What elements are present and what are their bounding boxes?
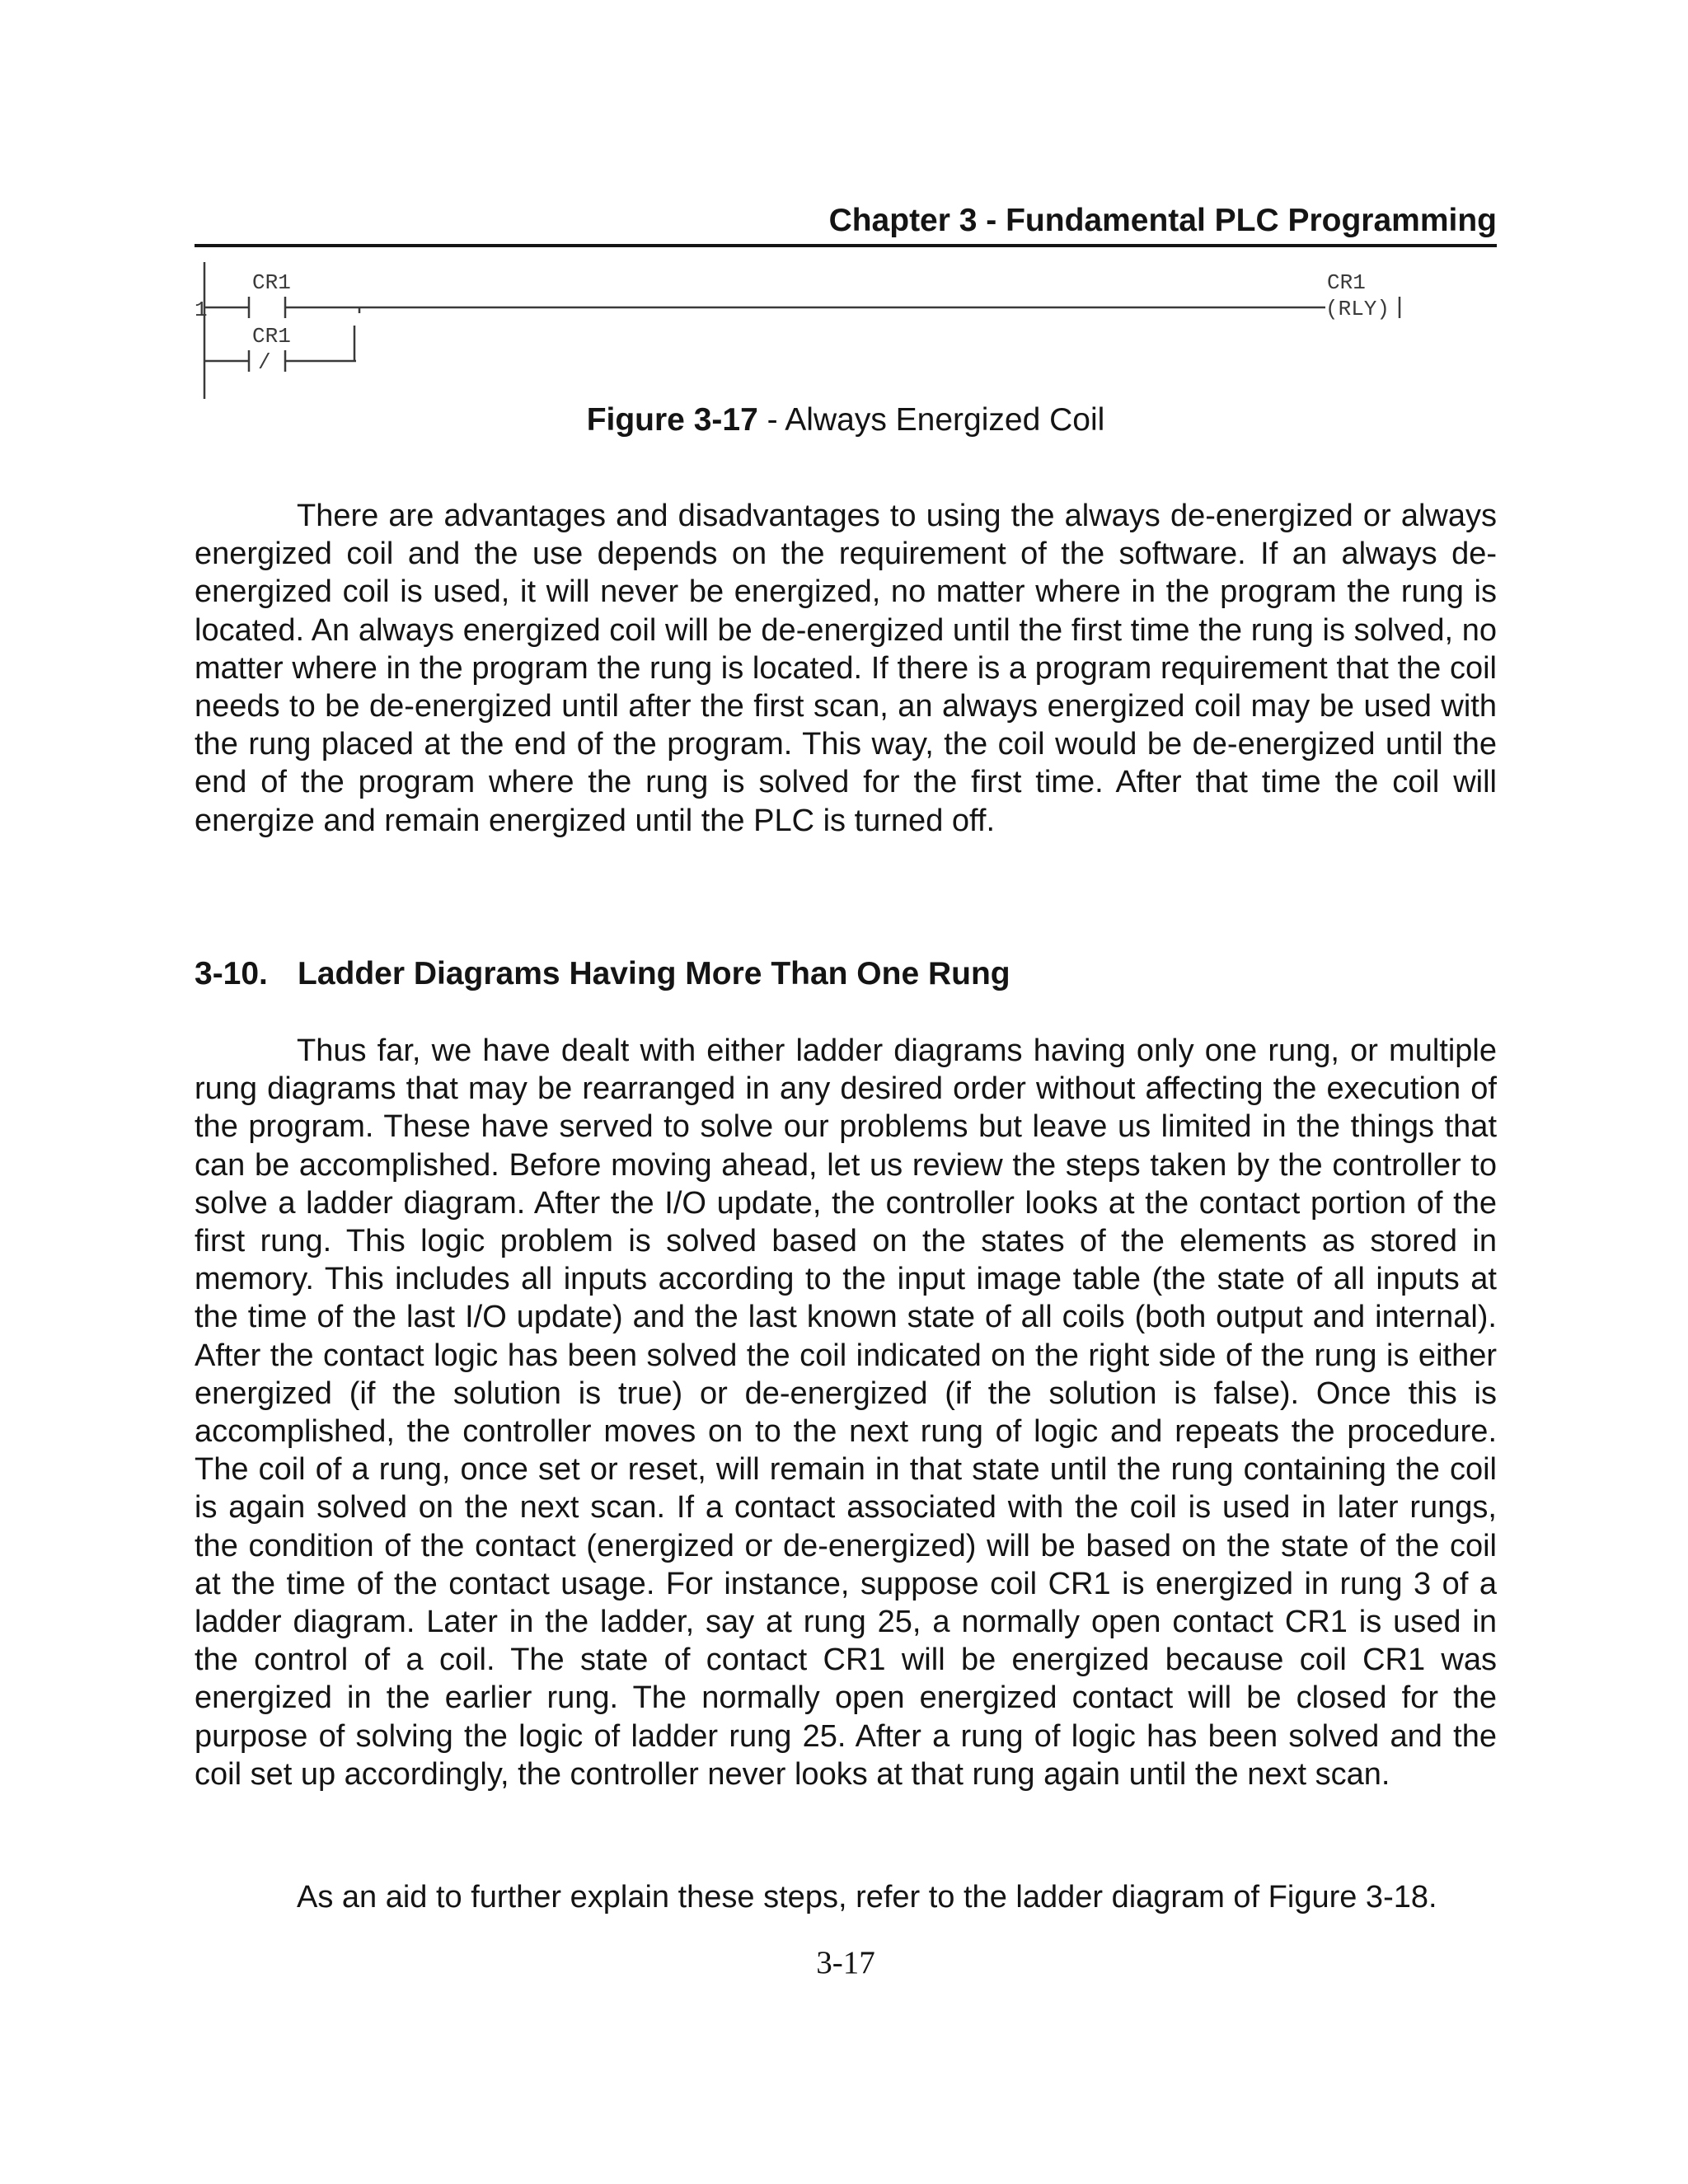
ladder-diagram (0, 0, 1688, 429)
chapter-title: Chapter 3 - Fundamental PLC Programming (828, 203, 1497, 238)
contact-top-label: CR1 (252, 270, 291, 295)
section-heading (195, 954, 1497, 994)
paragraph-figure-reference: As an aid to further explain these steps, refer to the ladder diagram of Figure 3-18. (297, 1880, 1437, 1915)
coil-symbol: (RLY) (1325, 297, 1390, 321)
figure-number: Figure 3-17 (586, 402, 758, 438)
section-title: Ladder Diagrams Having More Than One Rung (298, 956, 1010, 991)
paragraph-ladder-scan: Thus far, we have dealt with either ladder diagrams having only one rung, or multiple rung diagrams that may be rearranged in any desired order without affecting the execution of the program. These have served to solve our problems but leave us limited in the things that can be accomplished. Before moving ahead, let us review the steps taken by the controller to solve a ladder diagram. After the I/O update, the controller looks at the contact portion of the first rung. This logic problem is solved based on the states of the elements as stored in memory. This includes all inputs according to the input image table (the state of all inputs at the time of the last I/O update) and the last known state of all coils (both output and internal). After the contact logic has been solved the coil indicated on the right side of the rung is either energized (if the solution is true) or de-energized (if the solution is false). Once this is accomplished, the controller moves on to the next rung of logic and repeats the procedure. The coil of a rung, once set or reset, will remain in that state until the rung containing the coil is again solved on the next scan. If a contact associated with the coil is used in later rungs, the condition of the contact (energized or de-energized) will be based on the state of the coil at the time of the contact usage. For instance, suppose coil CR1 is energized in rung 3 of a ladder diagram. Later in the ladder, say at rung 25, a normally open contact CR1 is used in the control of a coil. The state of contact CR1 will be energized because coil CR1 was energized in the earlier rung. The normally open energized contact will be closed for the purpose of solving the logic of ladder rung 25. After a rung of logic has been solved and the coil set up accordingly, the controller never looks at that rung again until the next scan. (195, 1033, 1497, 1792)
figure-title: - Always Energized Coil (757, 402, 1105, 438)
section-number: 3-10. (195, 956, 268, 991)
contact-nc-slash: / (258, 350, 271, 375)
figure-caption (195, 401, 1497, 440)
rung-number: 1 (195, 298, 208, 322)
coil-label: CR1 (1327, 270, 1366, 295)
contact-bottom-label: CR1 (252, 324, 291, 349)
paragraph-energized-coil: There are advantages and disadvantages to using the always de-energized or always energized coil and the use depends on the requirement of the software. If an always de-energized coil is used, it will never be energized, no matter where in the program the rung is located. An always energized coil will be de-energized until the first time the rung is solved, no matter where in the program the rung is located. If there is a program requirement that the coil needs to be de-energized until after the first scan, an always energized coil may be used with the rung placed at the end of the program. This way, the coil would be de-energized until the end of the program where the rung is solved for the first time. After that time the coil will energize and remain energized until the PLC is turned off. (195, 499, 1497, 838)
page-number: 3-17 (816, 1945, 875, 1980)
